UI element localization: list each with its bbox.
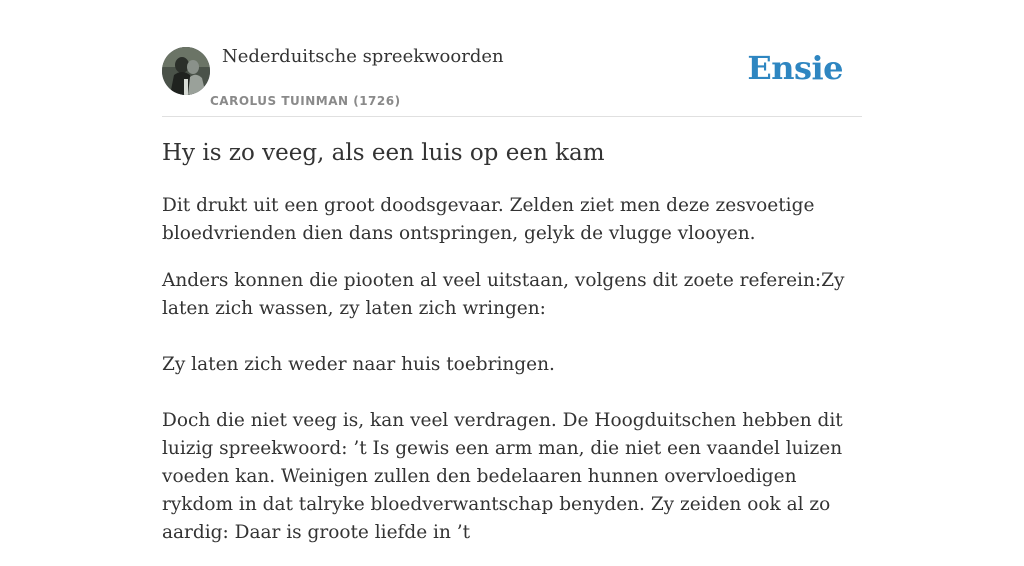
page-container [162, 0, 862, 543]
book-title[interactable]: Nederduitsche spreekwoorden [222, 46, 504, 67]
article-paragraph: Anders konnen die piooten al veel uitstaan, volgens dit zoete referein:Zy laten zich wassen, zy laten zich wringen: [162, 270, 845, 319]
article-paragraph: Doch die niet veeg is, kan veel verdragen. De Hoogduitschen hebben dit luizig spreekwoord: ’t Is gewis een arm man, die niet een vaandel luizen voeden kan. Weinigen zullen den bedelaaren hunnen overvloedigen rykdom in dat talryke bloedverwantschap benyden. Zy zeiden ook al zo aardig: Daar is groote liefde in ’t [162, 410, 843, 543]
article-paragraph: Dit drukt uit een groot doodsgevaar. Zelden ziet men deze zesvoetige bloedvrienden dien dans ontspringen, gelyk de vlugge vlooyen. [162, 195, 815, 244]
article-paragraph: Zy laten zich weder naar huis toebringen. [162, 354, 555, 375]
article-title: Hy is zo veeg, als een luis op een kam [162, 140, 605, 166]
ensie-logo[interactable]: Ensie [747, 49, 843, 87]
article-body [162, 192, 862, 566]
author-name[interactable]: CAROLUS TUINMAN (1726) [210, 94, 401, 108]
author-portrait-image [162, 47, 210, 95]
header [162, 0, 862, 117]
author-avatar[interactable] [162, 47, 210, 95]
